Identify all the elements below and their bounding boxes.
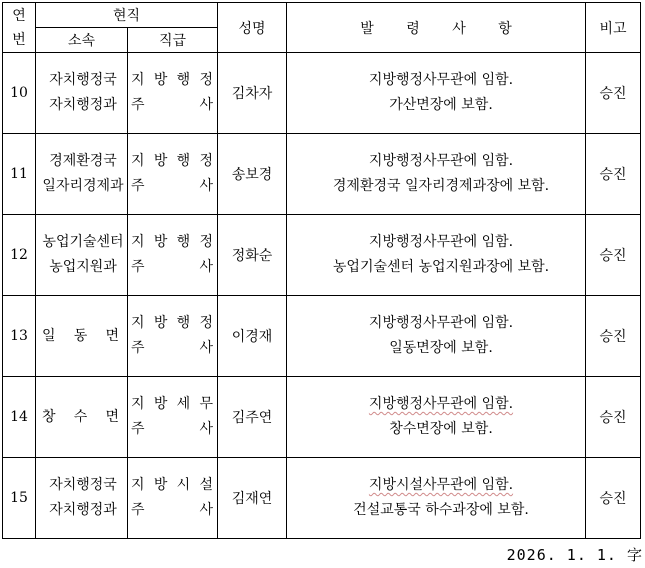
employee-name: 김재연 (218, 458, 287, 539)
grade-char: 사 (199, 502, 213, 518)
appointment-order (287, 215, 586, 296)
grade-char: 주 (131, 421, 145, 437)
header-grade: 직급 (128, 28, 218, 53)
serial-number: 10 (3, 53, 36, 134)
grade-line (131, 93, 213, 118)
order-line (297, 174, 585, 199)
serial-number: 14 (3, 377, 36, 458)
grade-cell (128, 377, 218, 458)
order-line (297, 149, 585, 174)
grade-char: 주 (131, 502, 145, 518)
grade-char: 사 (199, 97, 213, 113)
department-cell (36, 215, 128, 296)
serial-number: 11 (3, 134, 36, 215)
grade-char: 주 (131, 97, 145, 113)
header-serial-number (3, 3, 36, 53)
order-text: 창수면장에 보함. (389, 421, 493, 437)
grade-char: 행 (176, 234, 191, 250)
order-text: 지방행정사무관에 임함. (368, 396, 514, 412)
order-line (297, 255, 585, 280)
department-line: 자치행정과 (49, 97, 117, 113)
grade-char: 시 (176, 477, 191, 493)
grade-char: 주 (131, 178, 145, 194)
department-char: 창 (42, 408, 56, 425)
grade-char: 지 (131, 153, 145, 169)
department-line: 일자리경제과 (42, 178, 124, 194)
header-current-post: 현직 (36, 3, 218, 28)
employee-name: 김주연 (218, 377, 287, 458)
order-line (297, 473, 585, 498)
grade-char: 세 (176, 396, 191, 412)
table-row (3, 458, 641, 539)
grade-char: 무 (199, 396, 213, 412)
order-line (297, 498, 585, 523)
grade-char: 지 (131, 315, 145, 331)
grade-char: 정 (199, 315, 213, 331)
grade-line (131, 174, 213, 199)
grade-char: 지 (131, 396, 145, 412)
grade-cell (128, 134, 218, 215)
grade-cell (128, 53, 218, 134)
personnel-order-table (2, 2, 641, 539)
note-cell: 승진 (586, 458, 641, 539)
order-line (297, 230, 585, 255)
grade-line (131, 392, 213, 417)
employee-name: 김차자 (218, 53, 287, 134)
grade-char: 정 (199, 234, 213, 250)
header-name: 성명 (218, 3, 287, 53)
appointment-order (287, 377, 586, 458)
department-line: 자치행정과 (49, 502, 117, 518)
department-line: 자치행정국 (49, 72, 117, 88)
department-line: 경제환경국 (49, 153, 117, 169)
grade-char: 행 (176, 153, 191, 169)
grade-char: 주 (131, 340, 145, 356)
grade-line (131, 230, 213, 255)
header-serial-char-1: 연 (12, 7, 26, 24)
department-char: 면 (105, 408, 119, 425)
grade-char: 방 (153, 396, 168, 412)
department-line: 농업지원과 (49, 259, 117, 275)
table-row (3, 215, 641, 296)
note-cell: 승진 (586, 53, 641, 134)
grade-line (131, 473, 213, 498)
department-line: 자치행정국 (49, 477, 117, 493)
department-cell (36, 53, 128, 134)
grade-line (131, 68, 213, 93)
issue-date: 2026. 1. 1. 字 (506, 546, 643, 564)
grade-char: 방 (153, 153, 168, 169)
grade-char: 설 (199, 477, 213, 493)
serial-number: 12 (3, 215, 36, 296)
note-cell: 승진 (586, 215, 641, 296)
grade-char: 지 (131, 234, 145, 250)
grade-char: 방 (153, 315, 168, 331)
grade-char: 사 (199, 421, 213, 437)
header-note: 비고 (586, 3, 641, 53)
header-order: 발 령 사 항 (287, 3, 586, 53)
appointment-order (287, 134, 586, 215)
table-row (3, 377, 641, 458)
order-line (297, 336, 585, 361)
header-serial-char-2: 번 (12, 31, 26, 48)
order-text: 가산면장에 보함. (389, 97, 493, 113)
note-cell: 승진 (586, 134, 641, 215)
grade-char: 정 (199, 72, 213, 88)
order-text: 건설교통국 하수과장에 보함. (353, 502, 529, 518)
employee-name: 정화순 (218, 215, 287, 296)
order-text: 지방행정사무관에 임함. (368, 315, 514, 331)
order-line (297, 93, 585, 118)
order-line (297, 417, 585, 442)
table-row (3, 134, 641, 215)
grade-line (131, 255, 213, 280)
appointment-order (287, 458, 586, 539)
grade-char: 정 (199, 153, 213, 169)
appointment-order (287, 53, 586, 134)
order-text: 지방행정사무관에 임함. (368, 72, 514, 88)
note-cell: 승진 (586, 296, 641, 377)
department-cell (36, 134, 128, 215)
header-department: 소속 (36, 28, 128, 53)
appointment-order (287, 296, 586, 377)
employee-name: 송보경 (218, 134, 287, 215)
grade-char: 행 (176, 72, 191, 88)
serial-number: 13 (3, 296, 36, 377)
department-line (39, 324, 127, 349)
order-text: 지방행정사무관에 임함. (368, 153, 514, 169)
grade-line (131, 498, 213, 523)
order-line (297, 392, 585, 417)
grade-char: 사 (199, 178, 213, 194)
grade-char: 방 (153, 234, 168, 250)
department-line (39, 405, 127, 430)
grade-cell (128, 215, 218, 296)
table-row (3, 296, 641, 377)
department-char: 일 (42, 327, 56, 344)
grade-line (131, 149, 213, 174)
table-row (3, 53, 641, 134)
department-char: 면 (105, 327, 119, 344)
grade-line (131, 336, 213, 361)
grade-cell (128, 458, 218, 539)
order-line (297, 311, 585, 336)
order-text: 지방시설사무관에 임함. (368, 477, 514, 493)
order-text: 일동면장에 보함. (389, 340, 493, 356)
grade-char: 사 (199, 340, 213, 356)
grade-line (131, 417, 213, 442)
grade-char: 지 (131, 72, 145, 88)
grade-char: 방 (153, 477, 168, 493)
grade-cell (128, 296, 218, 377)
serial-number: 15 (3, 458, 36, 539)
department-cell (36, 296, 128, 377)
employee-name: 이경재 (218, 296, 287, 377)
grade-char: 방 (153, 72, 168, 88)
grade-char: 행 (176, 315, 191, 331)
note-cell: 승진 (586, 377, 641, 458)
grade-char: 주 (131, 259, 145, 275)
order-text: 경제환경국 일자리경제과장에 보함. (332, 178, 550, 194)
order-line (297, 68, 585, 93)
grade-line (131, 311, 213, 336)
department-char: 수 (73, 408, 88, 425)
order-text: 농업기술센터 농업지원과장에 보함. (332, 259, 550, 275)
order-text: 지방행정사무관에 임함. (368, 234, 514, 250)
department-char: 동 (73, 327, 88, 344)
department-cell (36, 458, 128, 539)
department-cell (36, 377, 128, 458)
grade-char: 지 (131, 477, 145, 493)
department-line: 농업기술센터 (42, 234, 124, 250)
grade-char: 사 (199, 259, 213, 275)
